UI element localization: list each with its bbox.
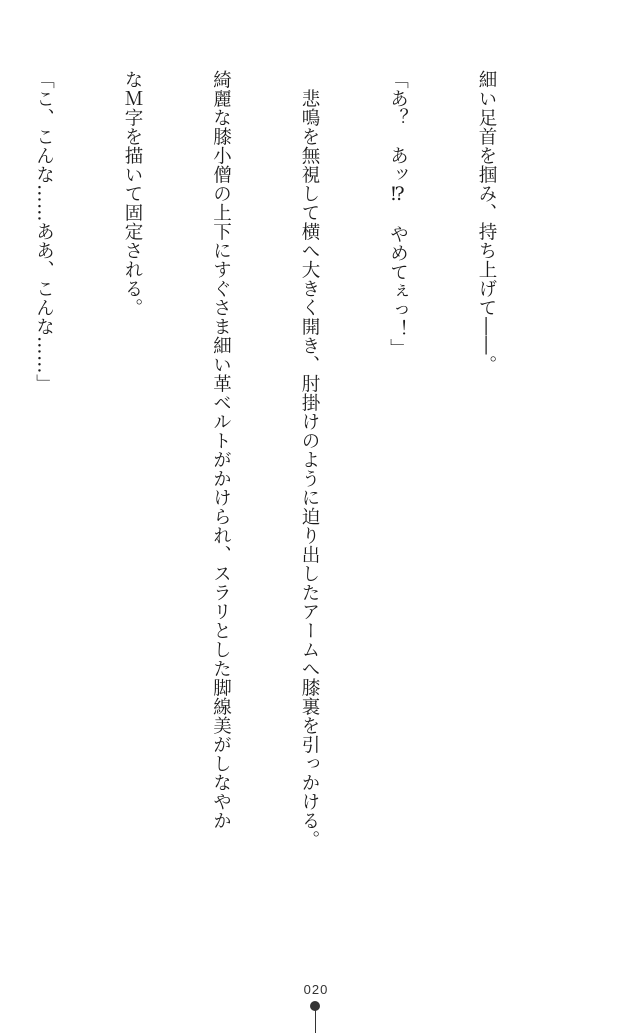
text-line: 悲鳴を無視して横へ大きく開き、肘掛けのように迫り出したアームへ膝裏を引っかける。	[299, 70, 320, 849]
vertical-text-block	[33, 70, 560, 850]
text-line: なＭ字を描いて固定される。	[122, 70, 143, 317]
text-line: 「あ？ あッ⁉ やめてぇっ！」	[387, 70, 409, 358]
folio-rule-ornament	[315, 1010, 316, 1033]
text-line: 「こ、こんな……ああ、こんな……」	[33, 70, 55, 393]
text-line: 綺麗な膝小僧の上下にすぐさま細い革ベルトがかけられ、スラリとした脚線美がしなやか	[210, 70, 232, 830]
text-line: 細い足首を掴み、持ち上げて――。	[476, 70, 497, 374]
page-number: 020	[303, 982, 329, 997]
